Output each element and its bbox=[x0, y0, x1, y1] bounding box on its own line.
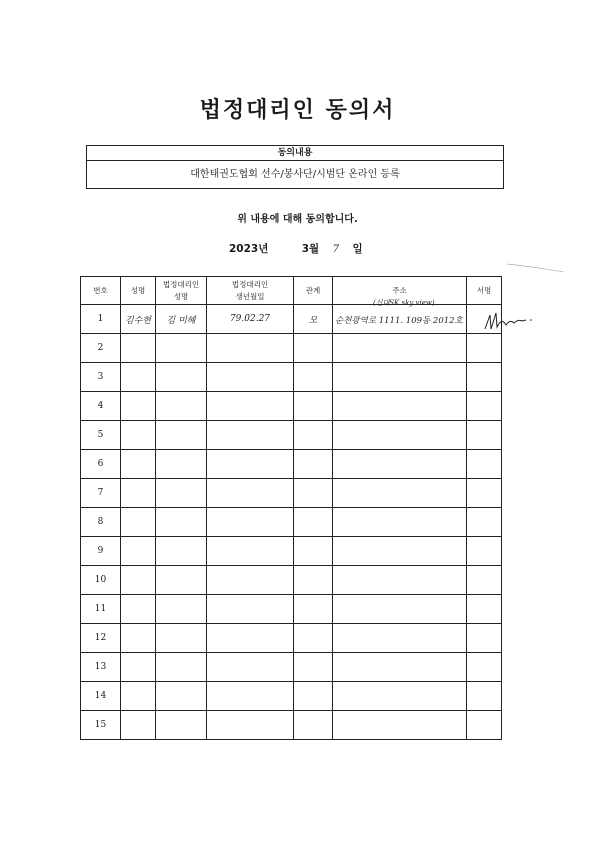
row-guardian-name bbox=[156, 624, 207, 653]
row-address bbox=[333, 624, 467, 653]
row-no: 4 bbox=[81, 392, 121, 421]
row-relation bbox=[294, 682, 333, 711]
row-address bbox=[333, 421, 467, 450]
row-name bbox=[121, 363, 156, 392]
date-day-label: 일 bbox=[352, 243, 363, 255]
row-signature bbox=[467, 566, 502, 595]
agreement-statement: 위 내용에 대해 동의합니다. bbox=[237, 214, 358, 225]
row-address bbox=[333, 392, 467, 421]
row-no: 11 bbox=[81, 595, 121, 624]
row-guardian-birth bbox=[207, 421, 294, 450]
row-guardian-birth bbox=[207, 653, 294, 682]
table-row bbox=[81, 334, 502, 363]
row-relation bbox=[294, 711, 333, 740]
row-guardian-name bbox=[156, 508, 207, 537]
row-name: 김수현 bbox=[121, 305, 156, 334]
row-name bbox=[121, 421, 156, 450]
row-guardian-birth bbox=[207, 334, 294, 363]
row-no: 3 bbox=[81, 363, 121, 392]
row-no: 15 bbox=[81, 711, 121, 740]
row-guardian-name bbox=[156, 711, 207, 740]
table-row bbox=[81, 450, 502, 479]
table-row bbox=[81, 682, 502, 711]
row-address-note: (신대SK sky view) bbox=[373, 299, 435, 307]
row-signature bbox=[467, 450, 502, 479]
table-row bbox=[81, 363, 502, 392]
row-guardian-name bbox=[156, 363, 207, 392]
row-relation bbox=[294, 421, 333, 450]
row-signature bbox=[467, 508, 502, 537]
row-no: 9 bbox=[81, 537, 121, 566]
row-guardian-birth bbox=[207, 508, 294, 537]
row-name bbox=[121, 682, 156, 711]
row-no: 7 bbox=[81, 479, 121, 508]
row-relation bbox=[294, 392, 333, 421]
col-guardian-name: 법정대리인 성명 bbox=[156, 277, 207, 305]
row-no: 6 bbox=[81, 450, 121, 479]
row-relation bbox=[294, 566, 333, 595]
col-signature: 서명 bbox=[467, 277, 502, 305]
row-name bbox=[121, 450, 156, 479]
table-row bbox=[81, 508, 502, 537]
row-guardian-birth bbox=[207, 595, 294, 624]
row-guardian-birth bbox=[207, 537, 294, 566]
row-guardian-birth bbox=[207, 450, 294, 479]
row-guardian-name bbox=[156, 479, 207, 508]
consent-box bbox=[86, 145, 504, 189]
row-address bbox=[333, 334, 467, 363]
row-address bbox=[333, 537, 467, 566]
date-year: 2023년 bbox=[229, 243, 269, 255]
row-guardian-birth bbox=[207, 363, 294, 392]
row-guardian-name bbox=[156, 566, 207, 595]
row-relation bbox=[294, 450, 333, 479]
row-signature bbox=[467, 682, 502, 711]
row-signature bbox=[467, 595, 502, 624]
row-address-main: 순천광역로 1111. 109동 2012호 bbox=[335, 316, 463, 326]
row-address bbox=[333, 711, 467, 740]
table-row bbox=[81, 392, 502, 421]
row-signature bbox=[467, 334, 502, 363]
row-no: 12 bbox=[81, 624, 121, 653]
row-name bbox=[121, 595, 156, 624]
row-no: 14 bbox=[81, 682, 121, 711]
row-name bbox=[121, 537, 156, 566]
row-address bbox=[333, 653, 467, 682]
row-signature bbox=[467, 624, 502, 653]
row-guardian-birth: 79.02.27 bbox=[207, 305, 294, 334]
row-name bbox=[121, 479, 156, 508]
row-guardian-name bbox=[156, 682, 207, 711]
row-guardian-birth bbox=[207, 682, 294, 711]
row-relation bbox=[294, 624, 333, 653]
table-row bbox=[81, 624, 502, 653]
col-name: 성명 bbox=[121, 277, 156, 305]
row-name bbox=[121, 566, 156, 595]
row-guardian-birth bbox=[207, 566, 294, 595]
row-address bbox=[333, 595, 467, 624]
table-row bbox=[81, 305, 502, 334]
row-address bbox=[333, 508, 467, 537]
row-signature bbox=[467, 392, 502, 421]
row-relation bbox=[294, 508, 333, 537]
row-signature bbox=[467, 421, 502, 450]
row-no: 5 bbox=[81, 421, 121, 450]
row-guardian-name bbox=[156, 392, 207, 421]
guardian-table bbox=[80, 276, 502, 740]
row-no: 13 bbox=[81, 653, 121, 682]
row-address bbox=[333, 363, 467, 392]
row-relation bbox=[294, 537, 333, 566]
row-address bbox=[333, 479, 467, 508]
table-row bbox=[81, 566, 502, 595]
date-day: 7 bbox=[332, 243, 340, 255]
table-row bbox=[81, 479, 502, 508]
row-relation bbox=[294, 363, 333, 392]
row-no: 8 bbox=[81, 508, 121, 537]
table-row bbox=[81, 595, 502, 624]
row-no: 1 bbox=[81, 305, 121, 334]
row-signature bbox=[467, 711, 502, 740]
row-no: 10 bbox=[81, 566, 121, 595]
row-guardian-name bbox=[156, 334, 207, 363]
table-row bbox=[81, 653, 502, 682]
row-guardian-birth bbox=[207, 392, 294, 421]
row-signature bbox=[467, 363, 502, 392]
row-relation bbox=[294, 595, 333, 624]
col-address: 주소 bbox=[333, 277, 467, 305]
row-signature bbox=[467, 653, 502, 682]
col-relation: 관계 bbox=[294, 277, 333, 305]
row-relation bbox=[294, 653, 333, 682]
table-row bbox=[81, 711, 502, 740]
date-month: 3월 bbox=[301, 243, 320, 255]
row-name bbox=[121, 653, 156, 682]
table-row bbox=[81, 537, 502, 566]
row-name bbox=[121, 392, 156, 421]
row-guardian-birth bbox=[207, 624, 294, 653]
row-address bbox=[333, 450, 467, 479]
row-address bbox=[333, 682, 467, 711]
date-line bbox=[229, 241, 363, 256]
stray-pen-mark bbox=[505, 260, 565, 274]
col-no: 번호 bbox=[81, 277, 121, 305]
row-guardian-name bbox=[156, 653, 207, 682]
row-name bbox=[121, 508, 156, 537]
row-guardian-name bbox=[156, 537, 207, 566]
row-address bbox=[333, 299, 467, 334]
table-row bbox=[81, 421, 502, 450]
row-guardian-birth bbox=[207, 711, 294, 740]
page-title: 법정대리인 동의서 bbox=[199, 98, 396, 123]
row-no: 2 bbox=[81, 334, 121, 363]
row-relation bbox=[294, 334, 333, 363]
row-name bbox=[121, 624, 156, 653]
row-guardian-name bbox=[156, 450, 207, 479]
table-header-row bbox=[81, 277, 502, 305]
row-address bbox=[333, 566, 467, 595]
row-relation bbox=[294, 479, 333, 508]
col-guardian-birth: 법정대리인 생년월일 bbox=[207, 277, 294, 305]
row-guardian-name bbox=[156, 595, 207, 624]
row-guardian-name bbox=[156, 421, 207, 450]
row-relation: 모 bbox=[294, 305, 333, 334]
consent-body: 대한태권도협회 선수/봉사단/시범단 온라인 등록 bbox=[190, 169, 400, 180]
consent-header: 동의내용 bbox=[87, 146, 503, 161]
row-signature bbox=[467, 479, 502, 508]
row-signature bbox=[467, 537, 502, 566]
signature-mark bbox=[482, 305, 542, 335]
row-name bbox=[121, 711, 156, 740]
row-name bbox=[121, 334, 156, 363]
row-guardian-birth bbox=[207, 479, 294, 508]
row-guardian-name: 김 미혜 bbox=[156, 305, 207, 334]
